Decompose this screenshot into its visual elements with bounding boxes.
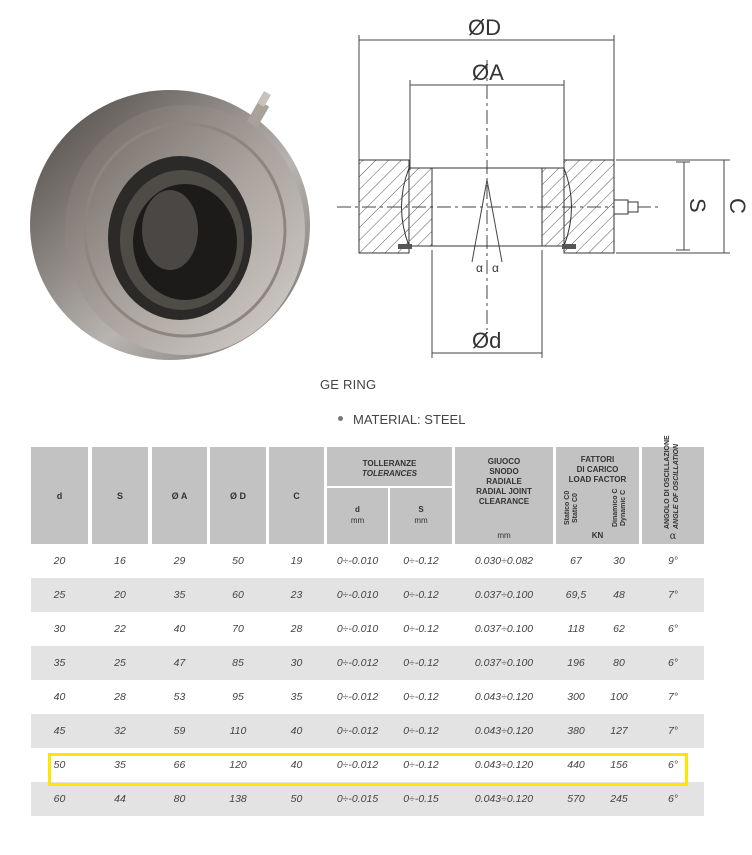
table-row	[31, 646, 704, 680]
bullet-dot	[338, 416, 343, 421]
cell-static: 300	[567, 691, 585, 703]
cell-dynamic: 245	[610, 793, 628, 805]
cell-D: 85	[232, 657, 244, 669]
header-angle	[642, 435, 704, 544]
cell-A: 47	[173, 657, 186, 669]
cell-D: 70	[232, 623, 244, 635]
header-s: S	[92, 447, 148, 544]
tol-title-en: TOLERANCES	[362, 469, 417, 478]
cell-tol_s: 0÷-0.12	[403, 725, 439, 737]
cell-d: 25	[53, 589, 66, 601]
cell-S: 25	[114, 657, 126, 669]
clearance-l5: CLEARANCE	[478, 497, 530, 506]
angle-it: ANGOLO DI OSCILLAZIONE	[664, 435, 671, 529]
row-highlight	[48, 753, 688, 786]
cell-angle: 6°	[667, 657, 679, 669]
cell-clearance: 0.043÷0.120	[474, 725, 534, 737]
cell-angle: 9°	[667, 555, 679, 567]
cell-angle: 6°	[667, 623, 679, 635]
technical-drawing	[332, 0, 752, 365]
alpha-left: α	[476, 261, 483, 275]
dim-label-S: S	[685, 198, 710, 213]
cell-C: 30	[290, 657, 303, 669]
cell-C: 23	[290, 589, 303, 601]
cell-clearance: 0.043÷0.120	[474, 793, 534, 805]
cell-dynamic: 156	[610, 759, 628, 771]
cell-C: 19	[290, 555, 303, 567]
cell-static: 69,5	[565, 589, 587, 601]
cell-D: 138	[229, 793, 247, 805]
cell-d: 60	[53, 793, 66, 805]
cell-S: 20	[114, 589, 126, 601]
material-text: MATERIAL: STEEL	[353, 412, 466, 427]
cell-dynamic: 30	[613, 555, 625, 567]
cell-C: 40	[290, 759, 303, 771]
table-row	[31, 680, 704, 714]
clearance-l4: RADIAL JOINT	[476, 487, 532, 496]
load-l3: LOAD FACTOR	[568, 475, 627, 484]
cell-d: 35	[53, 657, 66, 669]
cell-S: 22	[114, 623, 126, 635]
dim-label-A: ØA	[472, 60, 504, 85]
clearance-l1: GIUOCO	[487, 457, 521, 466]
table-row	[31, 578, 704, 612]
cell-D: 110	[229, 725, 247, 737]
clearance-l2: SNODO	[489, 467, 519, 476]
cell-clearance: 0.043÷0.120	[474, 759, 534, 771]
cell-D: 120	[229, 759, 247, 771]
header-clearance	[455, 447, 553, 544]
dim-label-D: ØD	[468, 15, 501, 40]
cell-dynamic: 48	[613, 589, 625, 601]
cell-S: 32	[114, 725, 126, 737]
cell-clearance: 0.030÷0.082	[474, 555, 534, 567]
cell-dynamic: 80	[613, 657, 625, 669]
cell-static: 196	[567, 657, 585, 669]
cell-d: 40	[53, 691, 66, 703]
cell-d: 30	[53, 623, 66, 635]
cell-tol_d: 0÷-0.010	[336, 555, 379, 567]
cell-static: 67	[570, 555, 582, 567]
clearance-unit: mm	[497, 531, 511, 540]
load-l1: FATTORI	[580, 455, 615, 464]
dim-label-d: Ød	[472, 328, 502, 353]
cell-tol_d: 0÷-0.015	[336, 793, 379, 805]
cell-tol_d: 0÷-0.010	[336, 589, 379, 601]
tol-title-it: TOLLERANZE	[362, 459, 417, 468]
cell-tol_d: 0÷-0.012	[336, 725, 379, 737]
cell-tol_d: 0÷-0.012	[336, 691, 379, 703]
cell-S: 16	[114, 555, 126, 567]
product-title: GE RING	[320, 377, 377, 392]
header-load-factor	[556, 447, 639, 544]
cell-tol_d: 0÷-0.012	[336, 657, 379, 669]
table-row	[31, 544, 704, 578]
angle-symbol: α	[669, 531, 677, 542]
angle-en: ANGLE OF OSCILLATION	[673, 443, 680, 529]
cell-D: 60	[232, 589, 244, 601]
cell-S: 44	[114, 793, 126, 805]
cell-clearance: 0.037÷0.100	[474, 657, 534, 669]
header-d: d	[31, 447, 88, 544]
cell-tol_s: 0÷-0.12	[403, 691, 439, 703]
cell-A: 53	[173, 691, 186, 703]
tol-s-label: S	[418, 505, 424, 514]
cell-tol_s: 0÷-0.15	[403, 793, 439, 805]
cell-d: 45	[53, 725, 66, 737]
cell-angle: 7°	[667, 725, 679, 737]
dim-label-C: C	[725, 198, 750, 214]
dynamic-en: Dynamic C	[620, 489, 627, 527]
tol-d-label: d	[355, 505, 360, 514]
cell-static: 118	[567, 623, 585, 635]
cell-D: 50	[232, 555, 244, 567]
cell-D: 95	[232, 691, 244, 703]
cell-tol_s: 0÷-0.12	[403, 759, 439, 771]
cell-angle: 7°	[667, 589, 679, 601]
tol-s-unit: mm	[414, 516, 428, 525]
cell-A: 80	[173, 793, 186, 805]
header-od: Ø D	[210, 447, 266, 544]
cell-tol_s: 0÷-0.12	[403, 589, 439, 601]
table-row	[31, 612, 704, 646]
clearance-l3: RADIALE	[486, 477, 522, 486]
cell-A: 59	[173, 725, 186, 737]
cell-A: 66	[173, 759, 186, 771]
header-tolerances	[327, 447, 452, 544]
cell-A: 29	[173, 555, 186, 567]
cell-S: 28	[114, 691, 126, 703]
table-row	[31, 782, 704, 816]
product-photo	[20, 60, 320, 370]
tol-d-unit: mm	[350, 516, 365, 525]
alpha-right: α	[492, 261, 499, 275]
static-it: Statico C0	[564, 490, 571, 526]
header-a: Ø A	[152, 447, 207, 544]
cell-angle: 6°	[667, 793, 679, 805]
cell-d: 50	[53, 759, 66, 771]
cell-clearance: 0.037÷0.100	[474, 623, 534, 635]
material-bullet	[338, 412, 465, 427]
cell-tol_s: 0÷-0.12	[403, 657, 439, 669]
cell-clearance: 0.043÷0.120	[474, 691, 534, 703]
load-l2: DI CARICO	[576, 465, 619, 474]
cell-static: 380	[567, 725, 585, 737]
cell-tol_s: 0÷-0.12	[403, 623, 439, 635]
table-row	[31, 714, 704, 748]
cell-tol_d: 0÷-0.012	[336, 759, 379, 771]
cell-angle: 7°	[667, 691, 679, 703]
cell-A: 35	[173, 589, 186, 601]
cell-d: 20	[53, 555, 66, 567]
cell-A: 40	[173, 623, 186, 635]
cell-C: 50	[290, 793, 303, 805]
cell-tol_d: 0÷-0.010	[336, 623, 379, 635]
dynamic-it: Dinamico C	[612, 488, 619, 527]
header-c: C	[269, 447, 324, 544]
cell-angle: 6°	[667, 759, 679, 771]
load-unit: KN	[591, 531, 604, 540]
cell-dynamic: 62	[613, 623, 625, 635]
cell-C: 40	[290, 725, 303, 737]
cell-clearance: 0.037÷0.100	[474, 589, 534, 601]
cell-static: 570	[567, 793, 585, 805]
cell-static: 440	[567, 759, 585, 771]
cell-tol_s: 0÷-0.12	[403, 555, 439, 567]
cell-dynamic: 100	[610, 691, 628, 703]
cell-C: 28	[290, 623, 303, 635]
cell-dynamic: 127	[610, 725, 628, 737]
cell-S: 35	[114, 759, 126, 771]
cell-C: 35	[290, 691, 303, 703]
static-en: Static C0	[572, 493, 579, 523]
